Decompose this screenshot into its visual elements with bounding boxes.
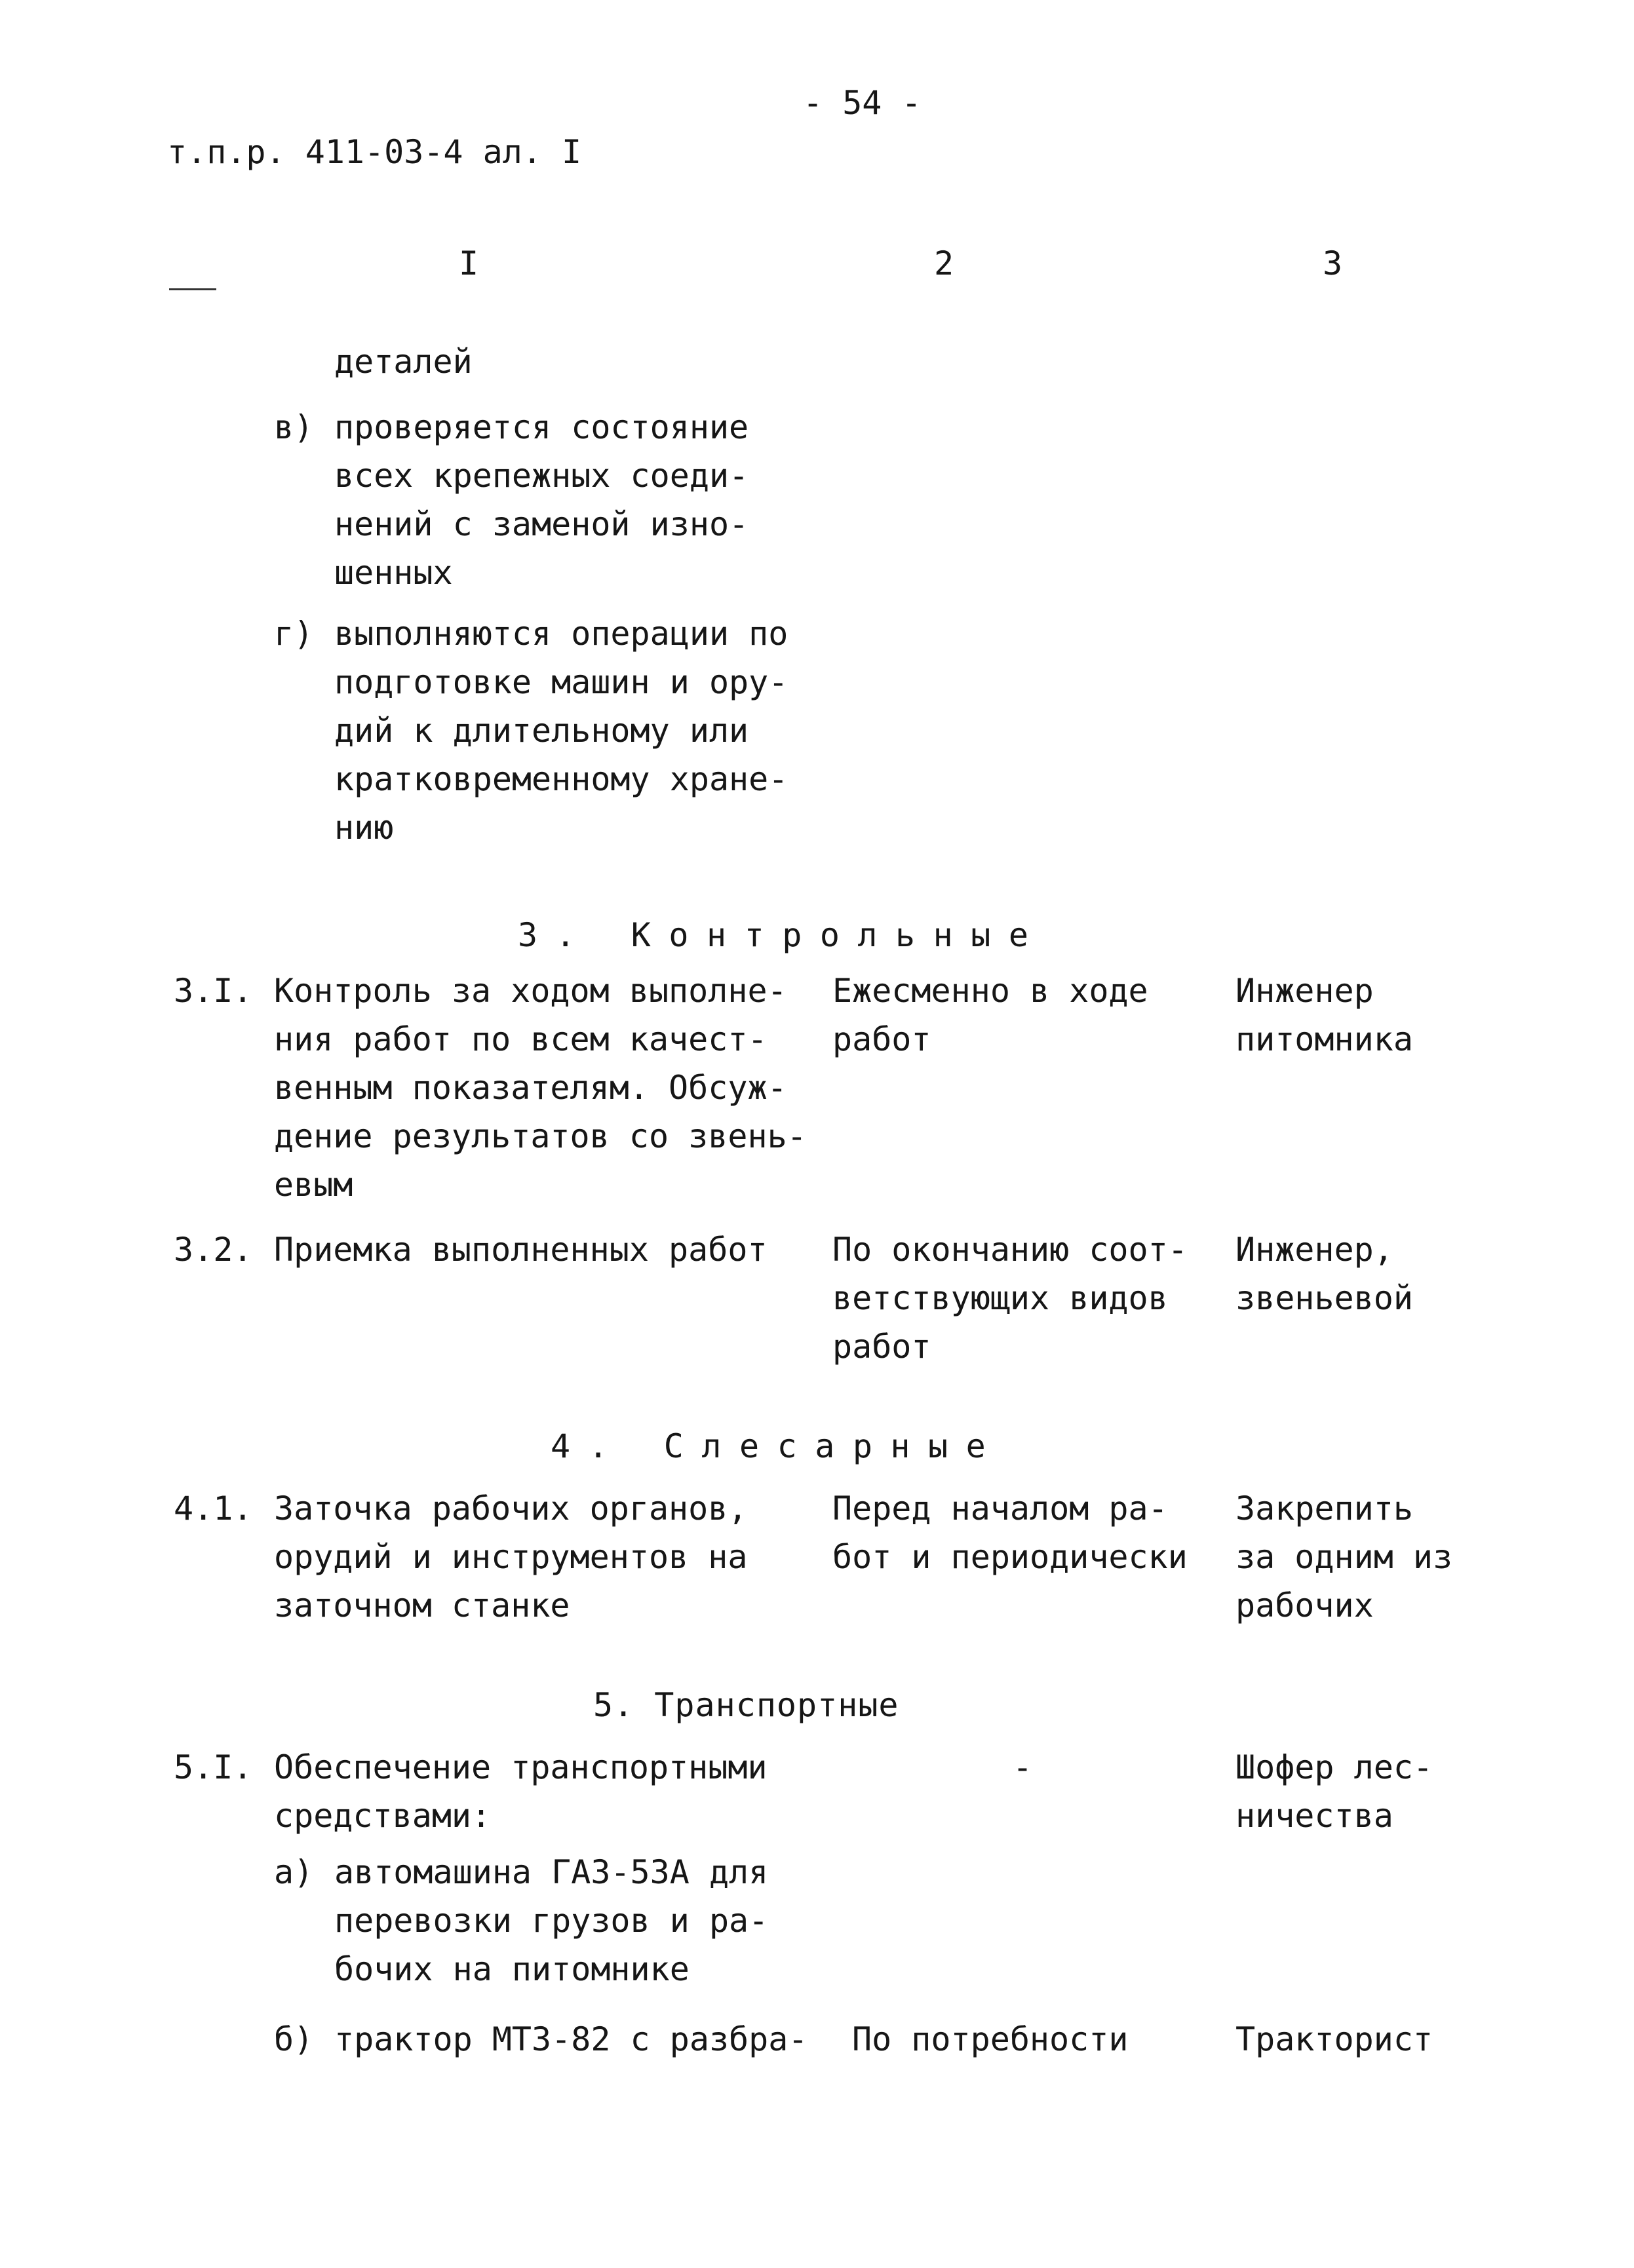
text-line: ния работ по всем качест- (274, 1020, 768, 1058)
responsible-person (1235, 1484, 1452, 1630)
text-line: трактор МТЗ-82 с разбра- (334, 2020, 808, 2058)
work-description (274, 1484, 747, 1630)
work-timing (852, 2015, 1128, 2064)
text-line: евым (274, 1166, 353, 1204)
text-line: кратковременному хране- (334, 760, 788, 798)
text-line: По окончанию соот- (832, 1231, 1188, 1269)
list-item-label: б) (274, 2020, 314, 2058)
text-line: выполняются операции по (334, 615, 788, 653)
work-description (274, 1225, 768, 1274)
responsible-person (1235, 1225, 1413, 1322)
text-line: бот и периодически (832, 1538, 1188, 1576)
list-item-label: а) (274, 1853, 314, 1891)
text-line: работ (832, 1020, 931, 1058)
text-line: нений с заменой изно- (334, 505, 749, 543)
text-line: Приемка выполненных работ (274, 1231, 768, 1269)
list-item-text (334, 609, 788, 852)
text-line: звеньевой (1235, 1279, 1413, 1317)
work-timing (832, 967, 1148, 1064)
text-line: По потребности (852, 2020, 1129, 2058)
responsible-person (1235, 2015, 1433, 2064)
responsible-person (1235, 1743, 1433, 1840)
document-reference: т.п.р. 411-03-4 ал. I (167, 133, 582, 171)
list-item-label: в) (274, 408, 314, 446)
text-line: Контроль за ходом выполне- (274, 972, 787, 1010)
work-description (274, 967, 807, 1209)
text-line: подготовке машин и ору- (334, 663, 788, 701)
row-number: 5.I. (174, 1748, 253, 1786)
section-title-transport: 5. Транспортные (593, 1686, 899, 1724)
text-line: шенных (334, 554, 453, 592)
text-line: перевозки грузов и ра- (334, 1902, 769, 1940)
text-line: проверяется состояние (334, 408, 749, 446)
text-line: - (1013, 1748, 1033, 1786)
text-line: Инженер (1235, 972, 1374, 1010)
text-line: всех крепежных соеди- (334, 457, 749, 495)
responsible-person (1235, 967, 1413, 1064)
work-description (274, 1743, 768, 1840)
work-timing (832, 1484, 1188, 1581)
text-line: Тракторист (1235, 2020, 1433, 2058)
section-title-locksmith: 4. Слесарные (551, 1427, 1004, 1465)
row-number: 4.1. (174, 1490, 253, 1528)
text-line: Обеспечение транспортными (274, 1748, 768, 1786)
text-line: дение результатов со звень- (274, 1117, 807, 1155)
text-line: средствами: (274, 1797, 492, 1835)
text-line: заточном станке (274, 1586, 570, 1624)
text-line: бочих на питомнике (334, 1950, 690, 1988)
dash-mark (169, 288, 216, 290)
row-number: 3.I. (174, 972, 253, 1010)
text-line: ветствующих видов (832, 1279, 1168, 1317)
text-line: автомашина ГАЗ-53А для (334, 1853, 769, 1891)
text-line: Шофер лес- (1235, 1748, 1433, 1786)
text-line: ничества (1235, 1797, 1393, 1835)
text-line: орудий и инструментов на (274, 1538, 748, 1576)
text-line: Заточка рабочих органов, (274, 1490, 748, 1528)
text-line: за одним из (1235, 1538, 1453, 1576)
text-line: рабочих (1235, 1586, 1374, 1624)
work-timing (832, 1225, 1188, 1371)
list-item-label: г) (274, 615, 314, 653)
column-number-3: 3 (1323, 244, 1343, 282)
section-title-control: 3. Контрольные (518, 916, 1047, 954)
text-line: Перед началом ра- (832, 1490, 1168, 1528)
text-line: Ежесменно в ходе (832, 972, 1148, 1010)
text-line: питомника (1235, 1020, 1413, 1058)
list-item-text (334, 403, 749, 597)
column-number-1: I (459, 244, 479, 282)
work-description (334, 2015, 807, 2064)
row-number: 3.2. (174, 1231, 253, 1269)
work-description (334, 1848, 768, 1993)
page-number: - 54 - (803, 84, 922, 122)
continuation-line: деталей (334, 343, 473, 381)
work-timing (1013, 1743, 1032, 1792)
text-line: Инженер, (1235, 1231, 1393, 1269)
text-line: дий к длительному или (334, 712, 749, 750)
column-number-2: 2 (934, 244, 954, 282)
text-line: нию (334, 809, 394, 847)
text-line: работ (832, 1328, 931, 1366)
text-line: Закрепить (1235, 1490, 1413, 1528)
text-line: венным показателям. Обсуж- (274, 1069, 787, 1107)
